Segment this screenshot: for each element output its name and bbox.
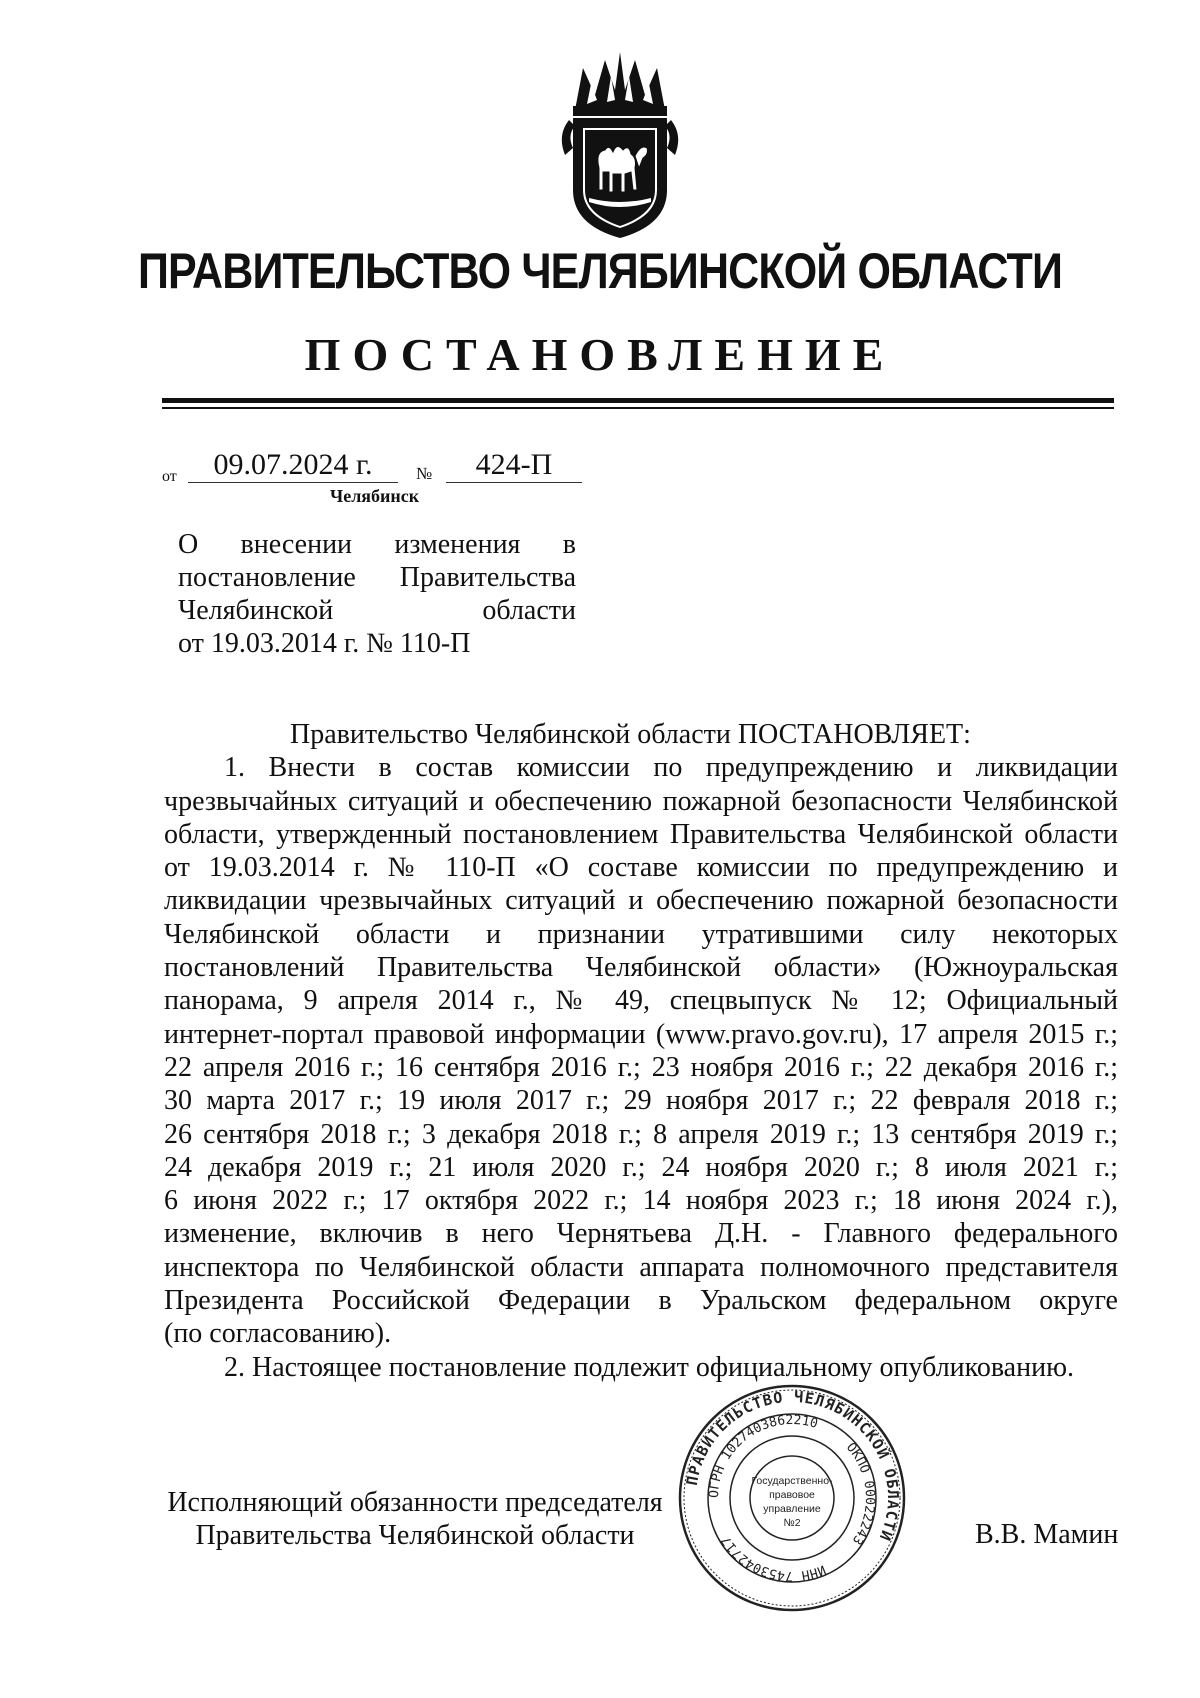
body-line: 26 сентября 2018 г.; 3 декабря 2018 г.; 8 апреля 2019 г.; 13 сентября 2019 г.;	[164, 1118, 1118, 1150]
body-line: ликвидации чрезвычайных ситуаций и обеспечению пожарной безопасности	[164, 885, 1118, 917]
seal-center-line: Государственно-	[751, 1475, 833, 1487]
city-name: Челябинск	[330, 486, 420, 506]
resolution-intro: Правительство Челябинской области ПОСТАНОВЛЯЕТ:	[290, 719, 971, 750]
body-line: изменение, включив в него Чернятьева Д.Н. - Главного федерального	[164, 1218, 1118, 1250]
seal-okpo-text: ОКПО 00022243	[842, 1440, 878, 1548]
seal-ogrn-text: ОГРН 1027403862210	[706, 1412, 820, 1499]
body-line: инспектора по Челябинской области аппарата полномочного представителя	[164, 1251, 1118, 1283]
body-line: панорама, 9 апреля 2014 г., № 49, спецвыпуск № 12; Официальный	[164, 985, 1118, 1017]
organization-title: ПРАВИТЕЛЬСТВО ЧЕЛЯБИНСКОЙ ОБЛАСТИ	[137, 243, 1063, 299]
body-line: (по согласованию).	[164, 1318, 392, 1350]
header-rule-thin	[162, 407, 1114, 409]
subject-line: Челябинской области	[178, 595, 576, 626]
body-line: 6 июня 2022 г.; 17 октября 2022 г.; 14 ноября 2023 г.; 18 июня 2024 г.),	[164, 1185, 1118, 1217]
signatory-position	[160, 1486, 670, 1552]
signatory-position-line: Правительства Челябинской области	[195, 1520, 635, 1551]
seal-inn-text: ИНН 7453042717	[718, 1533, 828, 1584]
body-line: от 19.03.2014 г. № 110-П «О составе комиссии по предупреждению и	[164, 852, 1118, 884]
seal-center-line: №2	[783, 1517, 801, 1529]
svg-text:ОКПО 00022243	[843, 1440, 877, 1547]
signatory-position-line: Исполняющий обязанности председателя	[167, 1487, 663, 1518]
number-underline	[446, 482, 582, 483]
official-seal-stamp	[676, 1382, 908, 1614]
number-sign-label: №	[416, 464, 433, 483]
document-subject	[178, 528, 576, 660]
body-line: 22 апреля 2016 г.; 16 сентября 2016 г.; 23 ноября 2016 г.; 22 декабря 2016 г.;	[164, 1051, 1118, 1083]
body-line: 1. Внести в состав комиссии по предупреждению и ликвидации	[224, 752, 1118, 784]
body-line: интернет-портал правовой информации (www.pravo.gov.ru), 17 апреля 2015 г.;	[164, 1018, 1118, 1050]
body-line: постановлений Правительства Челябинской области» (Южноуральская	[164, 952, 1118, 984]
document-number: 424-П	[475, 448, 553, 481]
signatory-name: В.В. Мамин	[975, 1519, 1119, 1550]
body-line: 2. Настоящее постановление подлежит официальному опубликованию.	[224, 1351, 1074, 1383]
body-line: чрезвычайных ситуаций и обеспечению пожарной безопасности Челябинской	[164, 785, 1118, 817]
body-line: Президента Российской Федерации в Уральском федеральном округе	[164, 1285, 1118, 1317]
subject-line: постановление Правительства	[178, 562, 576, 593]
body-line: 24 декабря 2019 г.; 21 июля 2020 г.; 24 ноября 2020 г.; 8 июля 2021 г.;	[164, 1151, 1118, 1183]
body-line: 30 марта 2017 г.; 19 июля 2017 г.; 29 ноября 2017 г.; 22 февраля 2018 г.;	[164, 1085, 1118, 1117]
coat-of-arms-emblem	[555, 40, 685, 240]
subject-line: О внесении изменения в	[178, 529, 576, 560]
date-prefix-label: от	[162, 468, 177, 485]
header-rule-thick	[162, 398, 1114, 403]
document-body	[164, 718, 1118, 1384]
body-line: области, утвержденный постановлением Правительства Челябинской области	[164, 818, 1118, 850]
seal-outer-text: ПРАВИТЕЛЬСТВО ЧЕЛЯБИНСКОЙ ОБЛАСТИ	[682, 1387, 903, 1544]
subject-line: от 19.03.2014 г. № 110-П	[178, 628, 471, 659]
body-line: Челябинской области и признании утратившими силу некоторых	[164, 918, 1118, 950]
document-type-heading: ПОСТАНОВЛЕНИЕ	[304, 329, 896, 380]
seal-center-line: управление	[763, 1503, 821, 1515]
svg-text:ИНН 7453042717	[719, 1533, 828, 1583]
document-date: 09.07.2024 г.	[213, 448, 373, 481]
seal-center-line: правовое	[769, 1489, 815, 1501]
date-underline	[188, 482, 398, 483]
